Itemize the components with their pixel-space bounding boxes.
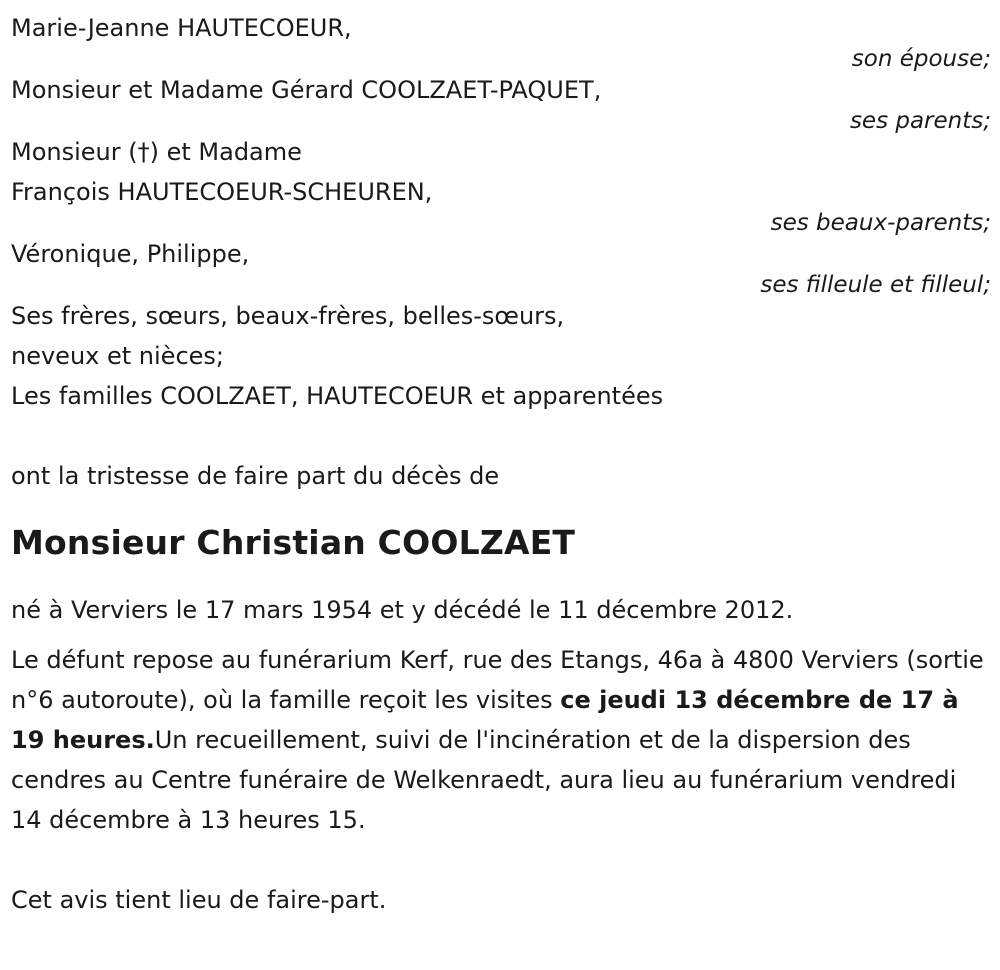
siblings-line-2: neveux et nièces;: [11, 342, 224, 370]
parents-role: ses parents;: [849, 108, 991, 134]
spouse-name: Marie-Jeanne HAUTECOEUR,: [11, 14, 352, 42]
details-text-2: Un recueillement, suivi de l'incinération et de la dispersion des cendres au Centre funéraire de Welkenraedt, aura lieu au funérarium vendredi 14 décembre à 13 heures 15.: [11, 726, 957, 834]
godchildren-name: Véronique, Philippe,: [11, 240, 250, 268]
inlaws-line-2: François HAUTECOEUR-SCHEUREN,: [11, 178, 433, 206]
godchildren-role: ses filleule et filleul;: [760, 272, 991, 298]
parents-name: Monsieur et Madame Gérard COOLZAET-PAQUET,: [11, 76, 602, 104]
inlaws-role: ses beaux-parents;: [770, 210, 991, 236]
obituary-notice: [11, 8, 991, 920]
closing-line: Cet avis tient lieu de faire-part.: [11, 886, 387, 914]
announcement-text: ont la tristesse de faire part du décès de: [11, 462, 500, 490]
birth-death-line: né à Verviers le 17 mars 1954 et y décédé le 11 décembre 2012.: [11, 596, 794, 624]
visit-hours: ce jeudi 13 décembre de 17 à 19 heures.: [11, 686, 959, 754]
inlaws-line-1: Monsieur (†) et Madame: [11, 138, 302, 166]
deceased-name: Monsieur Christian COOLZAET: [11, 523, 576, 562]
details-paragraph: [11, 640, 991, 840]
details-text-1: Le défunt repose au funérarium Kerf, rue des Etangs, 46a à 4800 Verviers (sortie n°6 autoroute), où la famille reçoit les visites: [11, 646, 984, 714]
families-line: Les familles COOLZAET, HAUTECOEUR et apparentées: [11, 382, 664, 410]
siblings-line-1: Ses frères, sœurs, beaux-frères, belles-sœurs,: [11, 302, 565, 330]
spouse-role: son épouse;: [851, 46, 991, 72]
